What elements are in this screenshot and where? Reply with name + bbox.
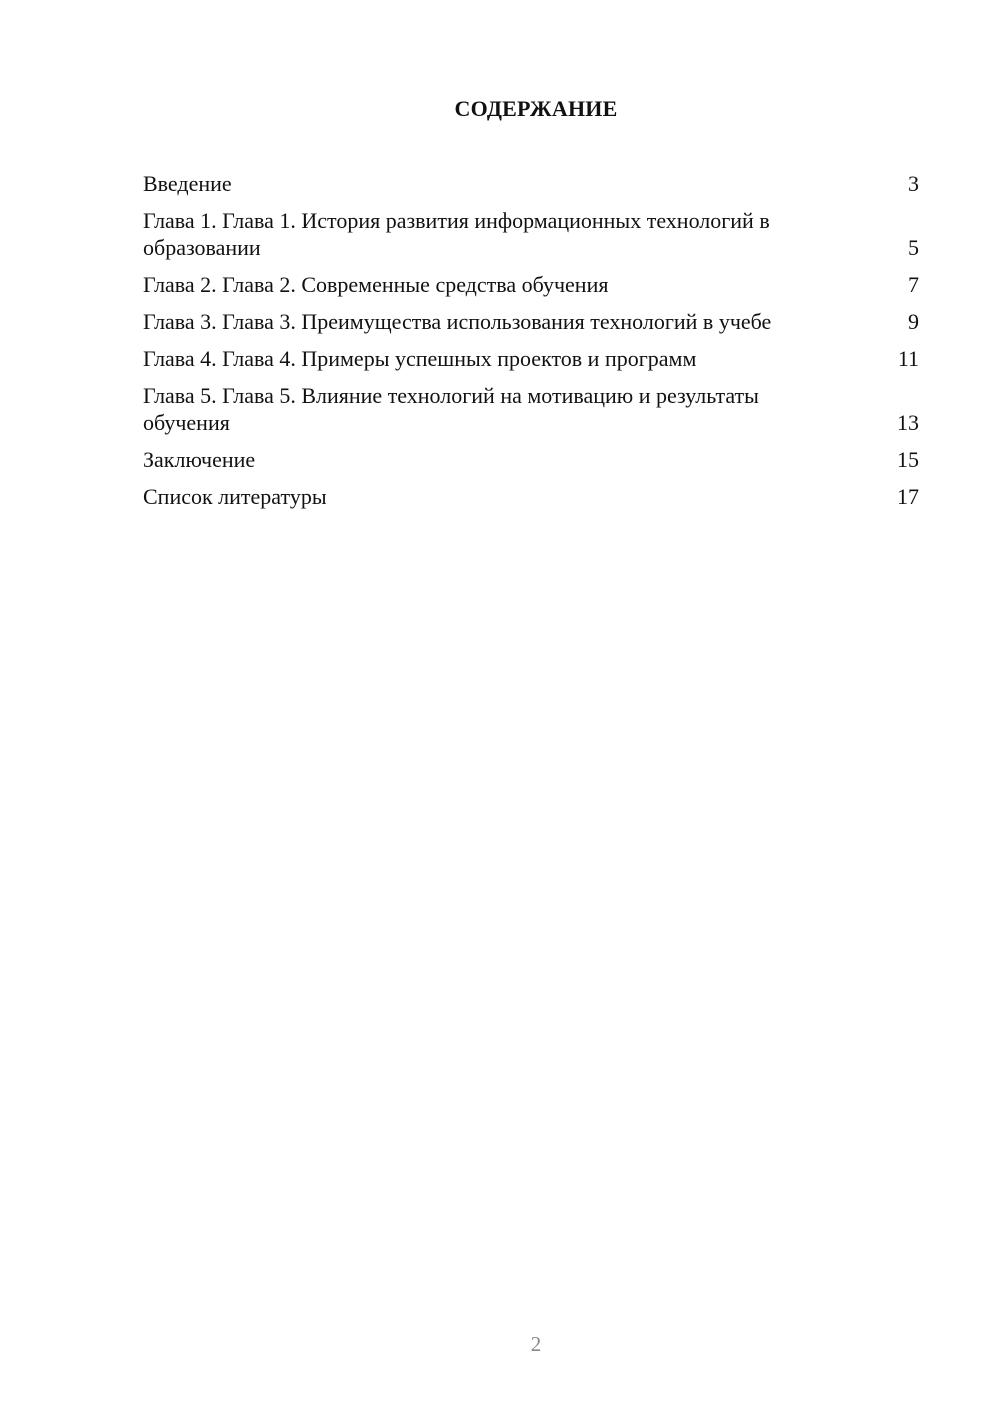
- toc-entry-page: 9: [908, 309, 919, 334]
- page-number: 2: [530, 1332, 542, 1356]
- toc-entry: [143, 271, 919, 298]
- toc-entry-page: 11: [897, 346, 919, 371]
- toc-entry-title: Глава 4. Глава 4. Примеры успешных проектов и программ: [143, 346, 697, 371]
- page-title: СОДЕРЖАНИЕ: [454, 96, 618, 121]
- toc-entry: [143, 170, 919, 197]
- toc-entry-title: Введение: [143, 171, 232, 196]
- toc-entry-title: Глава 1. Глава 1. История развития информационных технологий в образовании: [143, 208, 770, 260]
- toc-entry-page: 3: [908, 171, 919, 196]
- toc-entry: [143, 382, 919, 436]
- table-of-contents: [143, 170, 919, 520]
- toc-entry: [143, 308, 919, 335]
- toc-entry: [143, 446, 919, 473]
- toc-entry-title: Глава 2. Глава 2. Современные средства обучения: [143, 272, 609, 297]
- toc-entry-page: 5: [908, 235, 919, 260]
- toc-entry-page: 17: [897, 484, 919, 509]
- toc-entry-page: 15: [897, 447, 919, 472]
- toc-entry-page: 7: [908, 272, 919, 297]
- toc-entry-title: Глава 3. Глава 3. Преимущества использования технологий в учебе: [143, 309, 772, 334]
- toc-entry: [143, 345, 919, 372]
- toc-entry: [143, 483, 919, 510]
- toc-entry-title: Список литературы: [143, 484, 327, 509]
- toc-entry: [143, 207, 919, 261]
- toc-entry-title: Заключение: [143, 447, 256, 472]
- toc-entry-page: 13: [897, 410, 919, 435]
- toc-entry-title: Глава 5. Глава 5. Влияние технологий на мотивацию и результаты обучения: [143, 383, 759, 435]
